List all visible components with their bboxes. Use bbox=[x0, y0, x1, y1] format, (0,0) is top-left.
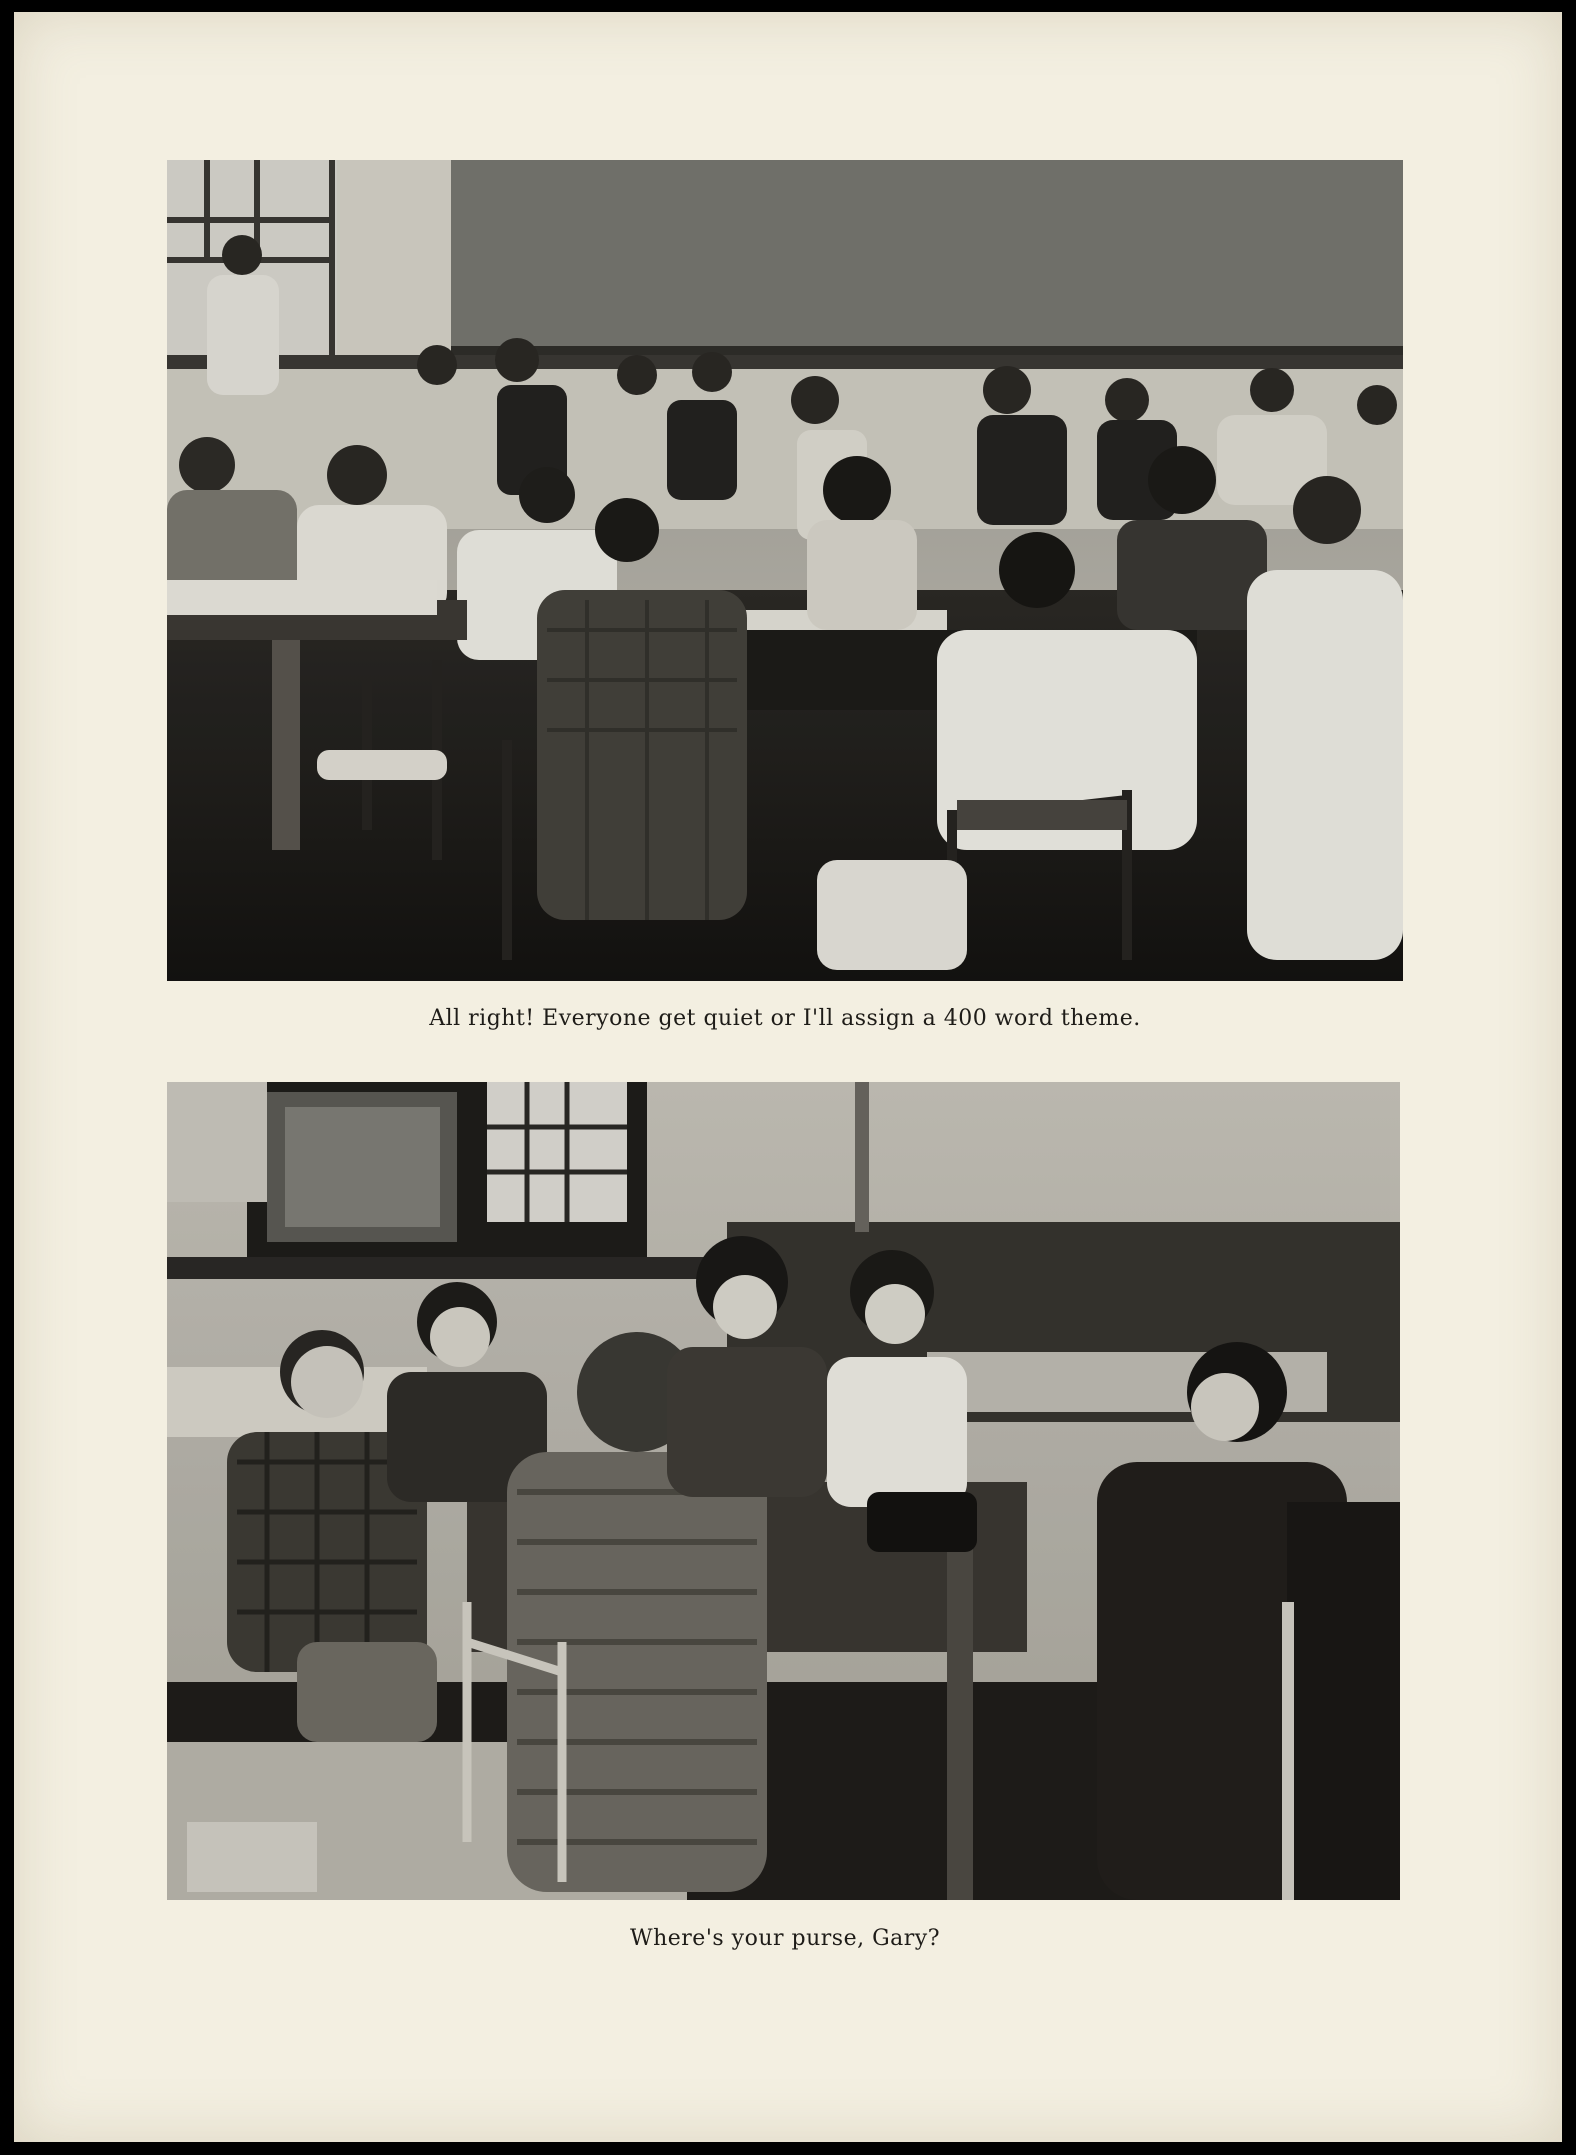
group-discussion-photo-image bbox=[167, 1082, 1400, 1900]
group-discussion-photo bbox=[167, 1082, 1400, 1900]
classroom-photo bbox=[167, 160, 1403, 981]
classroom-photo-image bbox=[167, 160, 1403, 981]
photo-caption-bottom: Where's your purse, Gary? bbox=[629, 1926, 940, 1951]
photo-caption-top: All right! Everyone get quiet or I'll assign a 400 word theme. bbox=[429, 1006, 1141, 1031]
